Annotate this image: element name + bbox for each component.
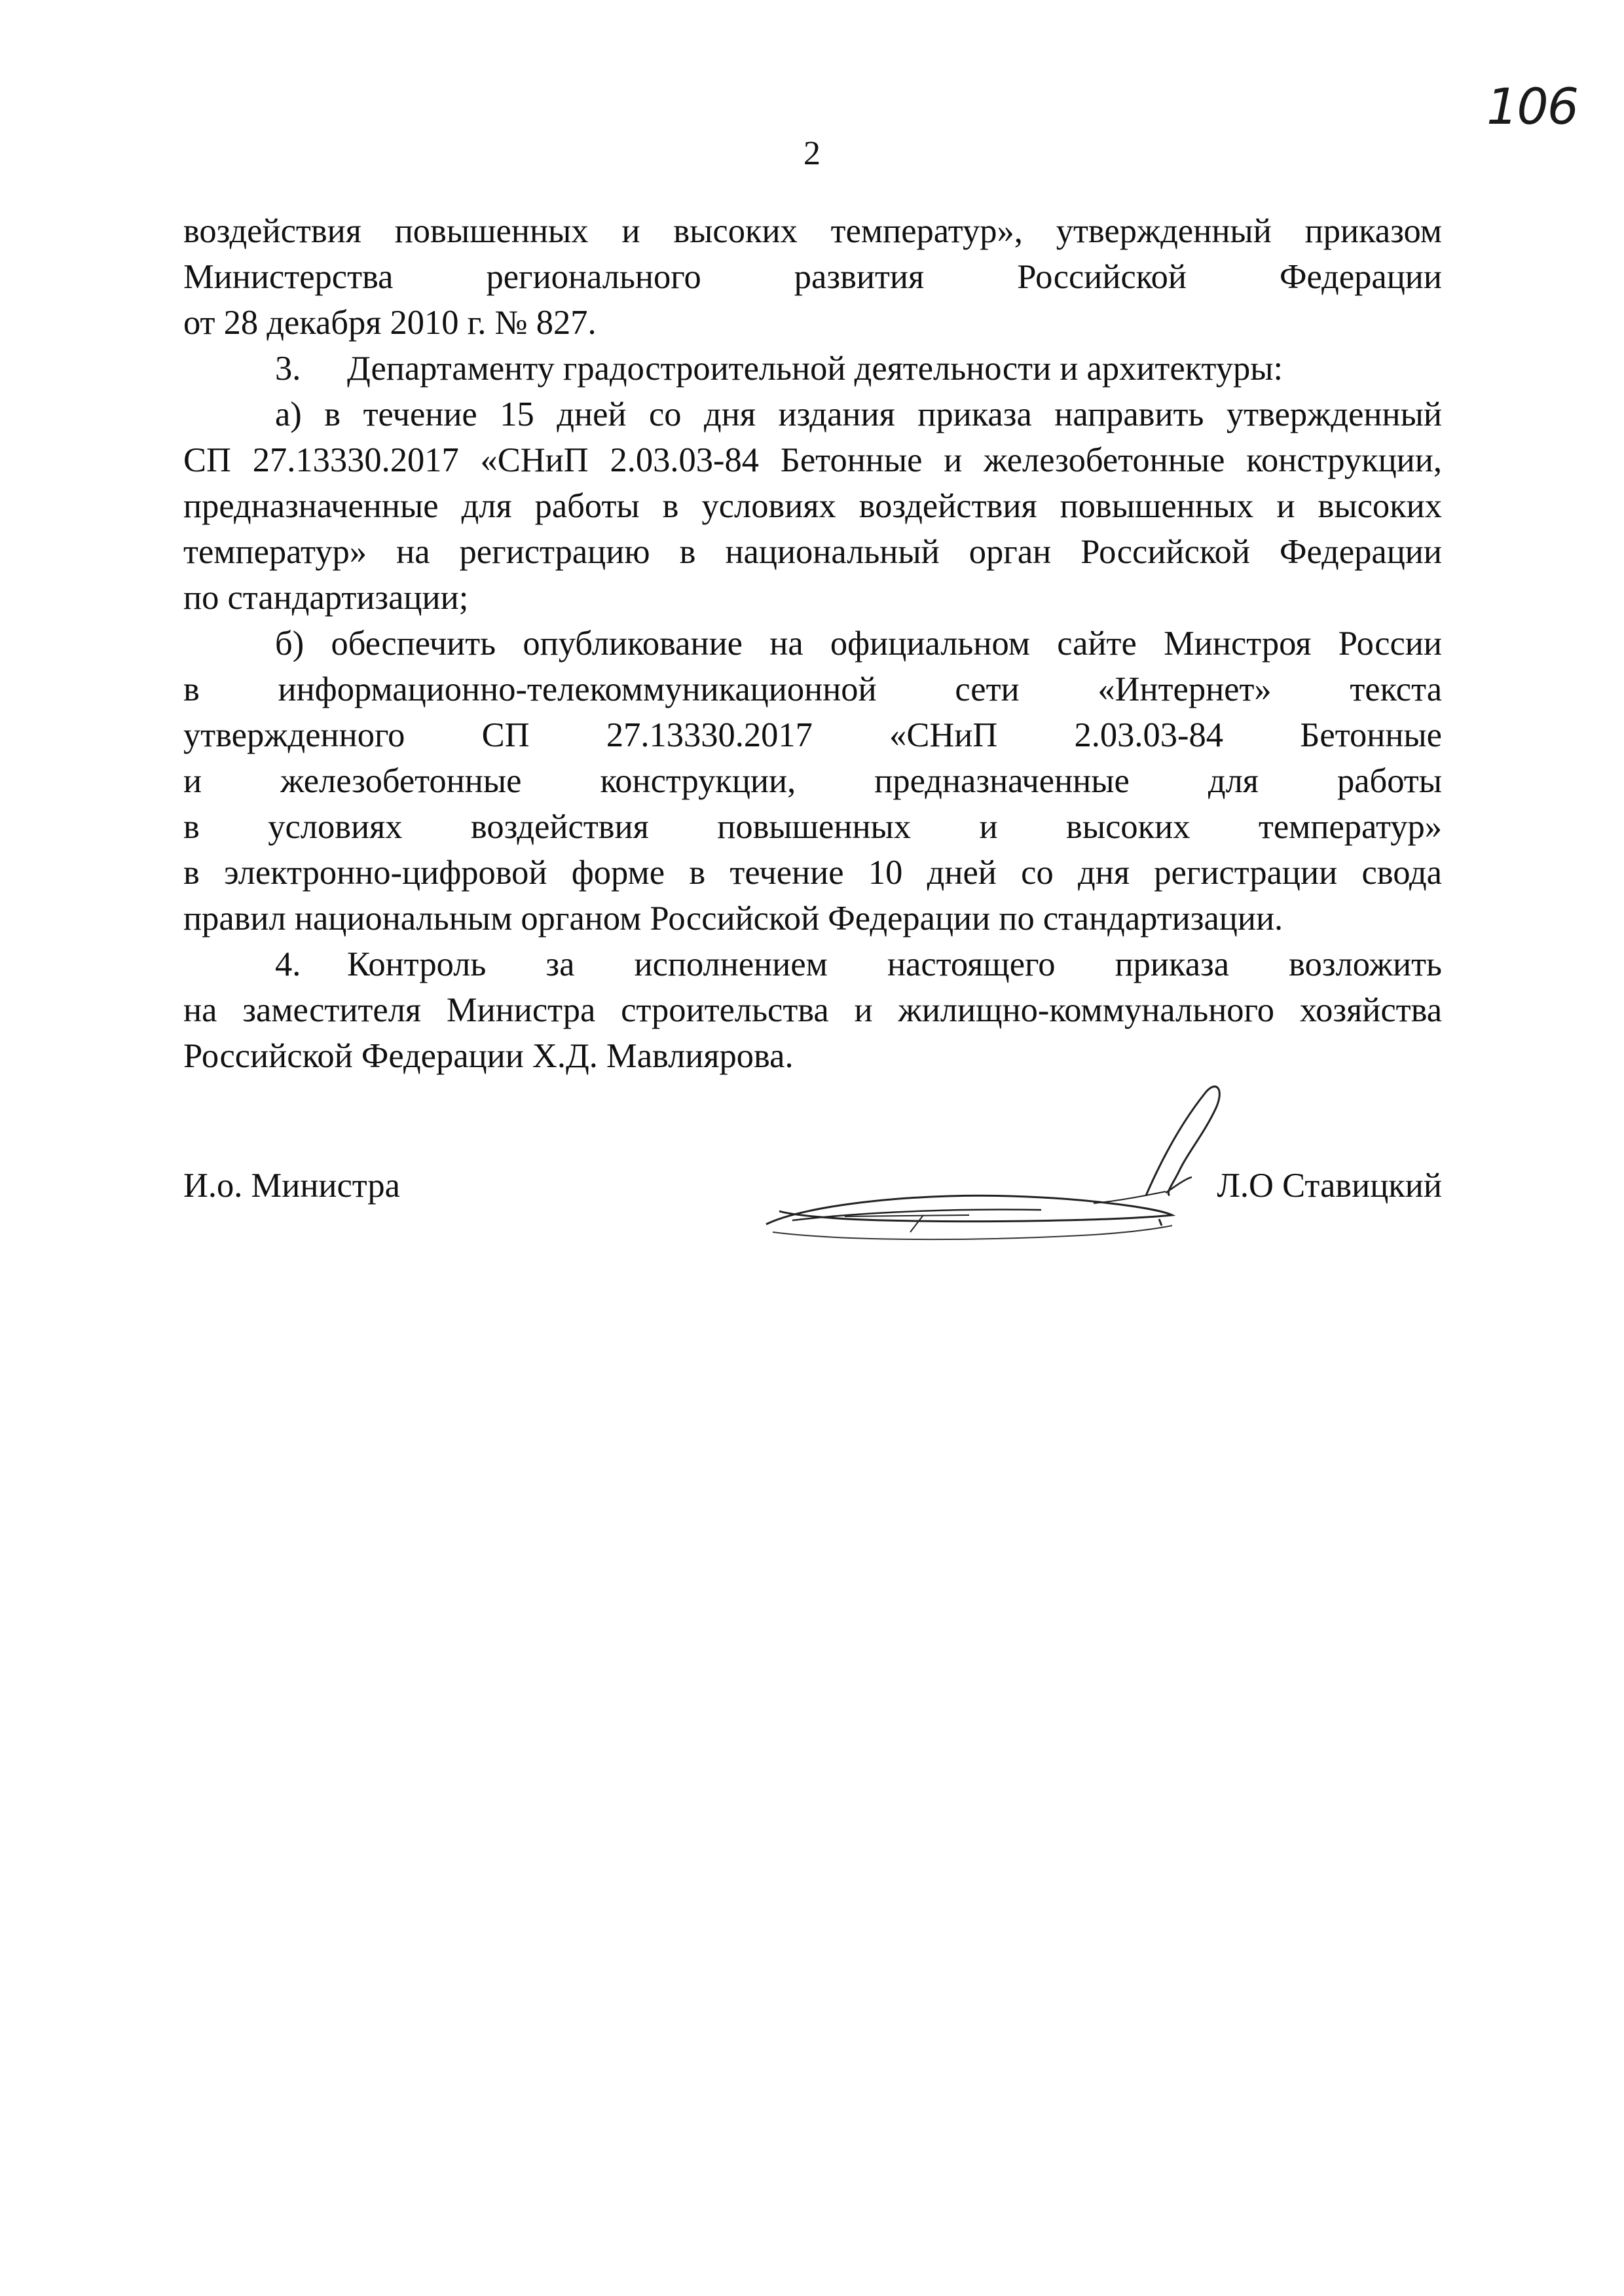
body-line: по стандартизации; [183,579,469,617]
body-line: утвержденного СП 27.13330.2017 «СНиП 2.03.03-84 Бетонные [183,716,1442,754]
item-4-text: Контроль за исполнением настоящего приказа возложить [347,945,1442,983]
item-3-text: Департаменту градостроительной деятельности и архитектуры: [347,350,1283,388]
handwritten-page-number: 106 [1486,77,1578,136]
document-body [183,208,1442,1079]
body-line: и железобетонные конструкции, предназначенные для работы [183,762,1442,800]
body-line: в электронно-цифровой форме в течение 10 дней со дня регистрации свода [183,854,1442,892]
body-line: СП 27.13330.2017 «СНиП 2.03.03-84 Бетонные и железобетонные конструкции, [183,441,1442,479]
body-line: б) обеспечить опубликование на официальном сайте Минстроя России [275,625,1442,663]
paragraph-4-line [183,941,1442,987]
body-line: в информационно-телекоммуникационной сети «Интернет» текста [183,670,1442,708]
body-line: в условиях воздействия повышенных и высоких температур» [183,808,1442,846]
body-line: на заместителя Министра строительства и жилищно-коммунального хозяйства [183,991,1442,1029]
body-line: а) в течение 15 дней со дня издания приказа направить утвержденный [275,395,1442,433]
signatory-name: Л.О Ставицкий [1217,1167,1442,1205]
body-line: температур» на регистрацию в национальный орган Российской Федерации [183,533,1442,571]
body-line: Российской Федерации Х.Д. Мавлиярова. [183,1037,794,1075]
page-number: 2 [803,135,821,172]
item-number: 4. [275,945,301,983]
body-line: предназначенные для работы в условиях воздействия повышенных и высоких [183,487,1442,525]
body-line: правил национальным органом Российской Федерации по стандартизации. [183,900,1283,938]
body-line: от 28 декабря 2010 г. № 827. [183,304,597,342]
body-line: воздействия повышенных и высоких температур», утвержденный приказом [183,212,1442,250]
item-number: 3. [275,350,301,388]
signatory-title: И.о. Министра [183,1167,400,1205]
body-line: Министерства регионального развития Российской Федерации [183,258,1442,296]
signature-block [183,1163,1442,1209]
paragraph-3-line [183,346,1442,392]
